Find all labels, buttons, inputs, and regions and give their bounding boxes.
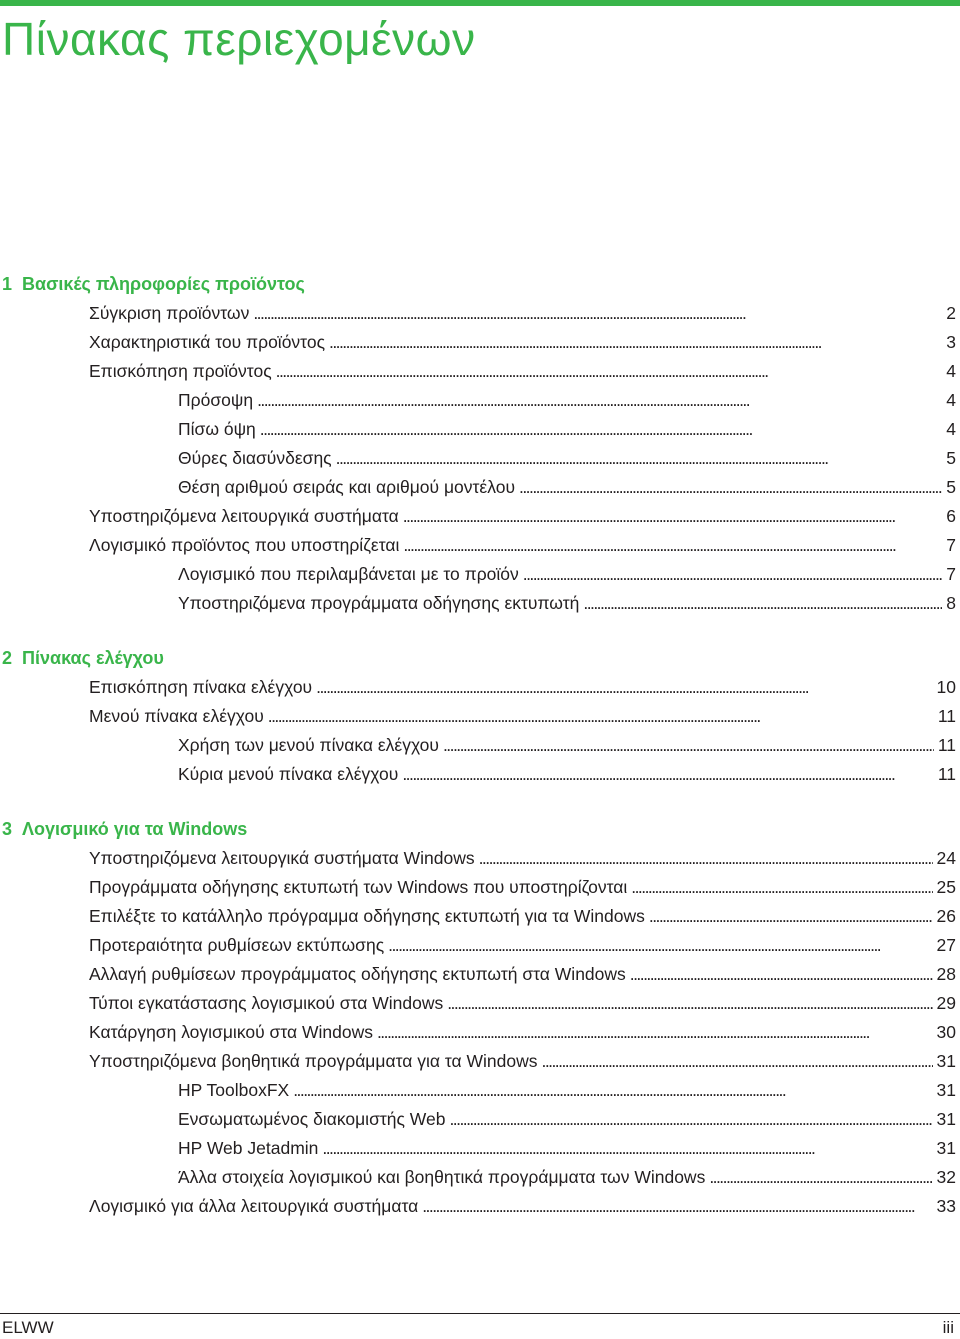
toc-entry[interactable] [0,386,956,415]
toc-entry[interactable] [0,299,956,328]
toc-entry[interactable] [0,1134,956,1163]
toc-entry[interactable] [0,931,956,960]
toc-entry[interactable] [0,1163,956,1192]
chapter-section [0,270,956,618]
toc-entry[interactable] [0,873,956,902]
dot-leader [322,1134,932,1163]
toc-entry-page: 28 [936,964,956,984]
toc-entry[interactable] [0,702,956,731]
footer-rule [0,1313,960,1314]
toc-entry[interactable] [0,444,956,473]
toc-entry-title: Επισκόπηση πίνακα ελέγχου [89,677,313,697]
toc-entry[interactable] [0,560,956,589]
chapter-heading[interactable] [0,644,956,672]
chapter-number: 2 [2,648,13,668]
toc-entry[interactable] [0,1076,956,1105]
dot-leader [542,1047,933,1076]
toc-entry-page: 6 [946,506,956,526]
toc-entry-title: Πρόσοψη [178,390,254,410]
top-rule [0,0,960,6]
dot-leader [388,931,932,960]
toc-entry-title: HP ToolboxFX [178,1080,290,1100]
dot-leader [260,415,942,444]
toc-entry-page: 11 [937,706,956,726]
toc-entry-page: 26 [936,906,956,926]
toc-entry-page: 29 [936,993,956,1013]
dot-leader [709,1163,932,1192]
dot-leader [449,1105,932,1134]
toc-entry[interactable] [0,731,956,760]
dot-leader [630,960,933,989]
toc-entry-title: Επισκόπηση προϊόντος [89,361,272,381]
dot-leader [422,1192,932,1221]
toc-entry[interactable] [0,502,956,531]
toc-entry-title: Λογισμικό προϊόντος που υποστηρίζεται [89,535,400,555]
chapter-section [0,644,956,789]
toc-entry-title: Υποστηριζόμενα προγράμματα οδήγησης εκτυπωτή [178,593,580,613]
dot-leader [253,299,942,328]
toc-entry-title: Κατάργηση λογισμικού στα Windows [89,1022,373,1042]
toc-entry-page: 31 [936,1051,956,1071]
page-number: iii [942,1318,954,1337]
dot-leader [523,560,943,589]
toc-entry-page: 4 [946,390,956,410]
toc-entry-title: HP Web Jetadmin [178,1138,319,1158]
chapter-title: Βασικές πληροφορίες προϊόντος [22,274,305,294]
toc-entry-page: 31 [936,1138,956,1158]
toc-entry-page: 8 [946,593,956,613]
toc-entry-page: 27 [936,935,956,955]
toc-entry-page: 7 [946,564,956,584]
dot-leader [293,1076,932,1105]
toc-entry-page: 4 [946,419,956,439]
toc-entry-page: 7 [946,535,956,555]
toc-entry-title: Υποστηριζόμενα βοηθητικά προγράμματα για τα Windows [89,1051,538,1071]
toc-entry-page: 30 [936,1022,956,1042]
toc-entry-page: 2 [946,303,956,323]
dot-leader [276,357,943,386]
dot-leader [268,702,934,731]
toc-entry-title: Αλλαγή ρυθμίσεων προγράμματος οδήγησης εκτυπωτή στα Windows [89,964,626,984]
toc-entry-title: Άλλα στοιχεία λογισμικού και βοηθητικά προγράμματα των Windows [178,1167,706,1187]
dot-leader [583,589,942,618]
toc-entry-page: 5 [946,448,956,468]
toc-entry[interactable] [0,1018,956,1047]
chapter-number: 1 [2,274,13,294]
chapter-heading[interactable] [0,815,956,843]
toc-entry-title: Υποστηριζόμενα λειτουργικά συστήματα Windows [89,848,475,868]
toc-entry-title: Προτεραιότητα ρυθμίσεων εκτύπωσης [89,935,385,955]
footer-label: ELWW [2,1318,54,1337]
dot-leader [443,731,934,760]
chapter-heading[interactable] [0,270,956,298]
toc-entry[interactable] [0,328,956,357]
toc-entry-title: Πίσω όψη [178,419,256,439]
dot-leader [519,473,942,502]
toc-entry-title: Θύρες διασύνδεσης [178,448,332,468]
dot-leader [631,873,932,902]
toc-entry-title: Λογισμικό που περιλαμβάνεται με το προϊόν [178,564,519,584]
toc-entry[interactable] [0,844,956,873]
toc-entry-title: Σύγκριση προϊόντων [89,303,250,323]
toc-entry-title: Ενσωματωμένος διακομιστής Web [178,1109,446,1129]
toc-entry-page: 25 [936,877,956,897]
toc-entry[interactable] [0,989,956,1018]
toc-entry-title: Κύρια μενού πίνακα ελέγχου [178,764,399,784]
toc-entry-page: 24 [936,848,956,868]
toc-entry-title: Προγράμματα οδήγησης εκτυπωτή των Windows που υποστηρίζονται [89,877,628,897]
dot-leader [402,760,933,789]
toc-entry[interactable] [0,589,956,618]
toc-entry[interactable] [0,415,956,444]
chapter-title: Πίνακας ελέγχου [22,648,164,668]
chapter-number: 3 [2,819,13,839]
toc-entry-title: Τύποι εγκατάστασης λογισμικού στα Windows [89,993,444,1013]
dot-leader [329,328,942,357]
toc-entry-title: Χαρακτηριστικά του προϊόντος [89,332,326,352]
dot-leader [447,989,932,1018]
dot-leader [403,502,943,531]
dot-leader [257,386,942,415]
toc-entry[interactable] [0,1105,956,1134]
toc-entry-title: Επιλέξτε το κατάλληλο πρόγραμμα οδήγησης εκτυπωτή για τα Windows [89,906,645,926]
page-title: Πίνακας περιεχομένων [2,13,476,65]
toc-entry-title: Χρήση των μενού πίνακα ελέγχου [178,735,439,755]
toc-entry-page: 11 [937,764,956,784]
toc-entry-page: 10 [936,677,956,697]
dot-leader [316,673,932,702]
toc-entry[interactable] [0,1047,956,1076]
toc-entry-title: Θέση αριθμού σειράς και αριθμού μοντέλου [178,477,516,497]
chapter-section [0,815,956,1221]
toc-entry-title: Υποστηριζόμενα λειτουργικά συστήματα [89,506,399,526]
dot-leader [649,902,933,931]
toc-entry[interactable] [0,673,956,702]
toc-entry[interactable] [0,357,956,386]
toc-entry-title: Μενού πίνακα ελέγχου [89,706,264,726]
toc-entry[interactable] [0,473,956,502]
toc-entry-page: 4 [946,361,956,381]
dot-leader [403,531,942,560]
toc-entry-page: 5 [946,477,956,497]
dot-leader [479,844,933,873]
chapter-title: Λογισμικό για τα Windows [22,819,248,839]
toc-entry-page: 31 [936,1080,956,1100]
toc-entry[interactable] [0,902,956,931]
toc-entry[interactable] [0,760,956,789]
toc-entry[interactable] [0,1192,956,1221]
toc-entry-page: 11 [937,735,956,755]
toc-entry-page: 32 [936,1167,956,1187]
toc-entry-page: 31 [936,1109,956,1129]
table-of-contents [0,270,956,1247]
toc-entry[interactable] [0,960,956,989]
toc-entry-page: 3 [946,332,956,352]
dot-leader [336,444,943,473]
dot-leader [377,1018,933,1047]
toc-entry-title: Λογισμικό για άλλα λειτουργικά συστήματα [89,1196,419,1216]
toc-entry-page: 33 [936,1196,956,1216]
toc-entry[interactable] [0,531,956,560]
